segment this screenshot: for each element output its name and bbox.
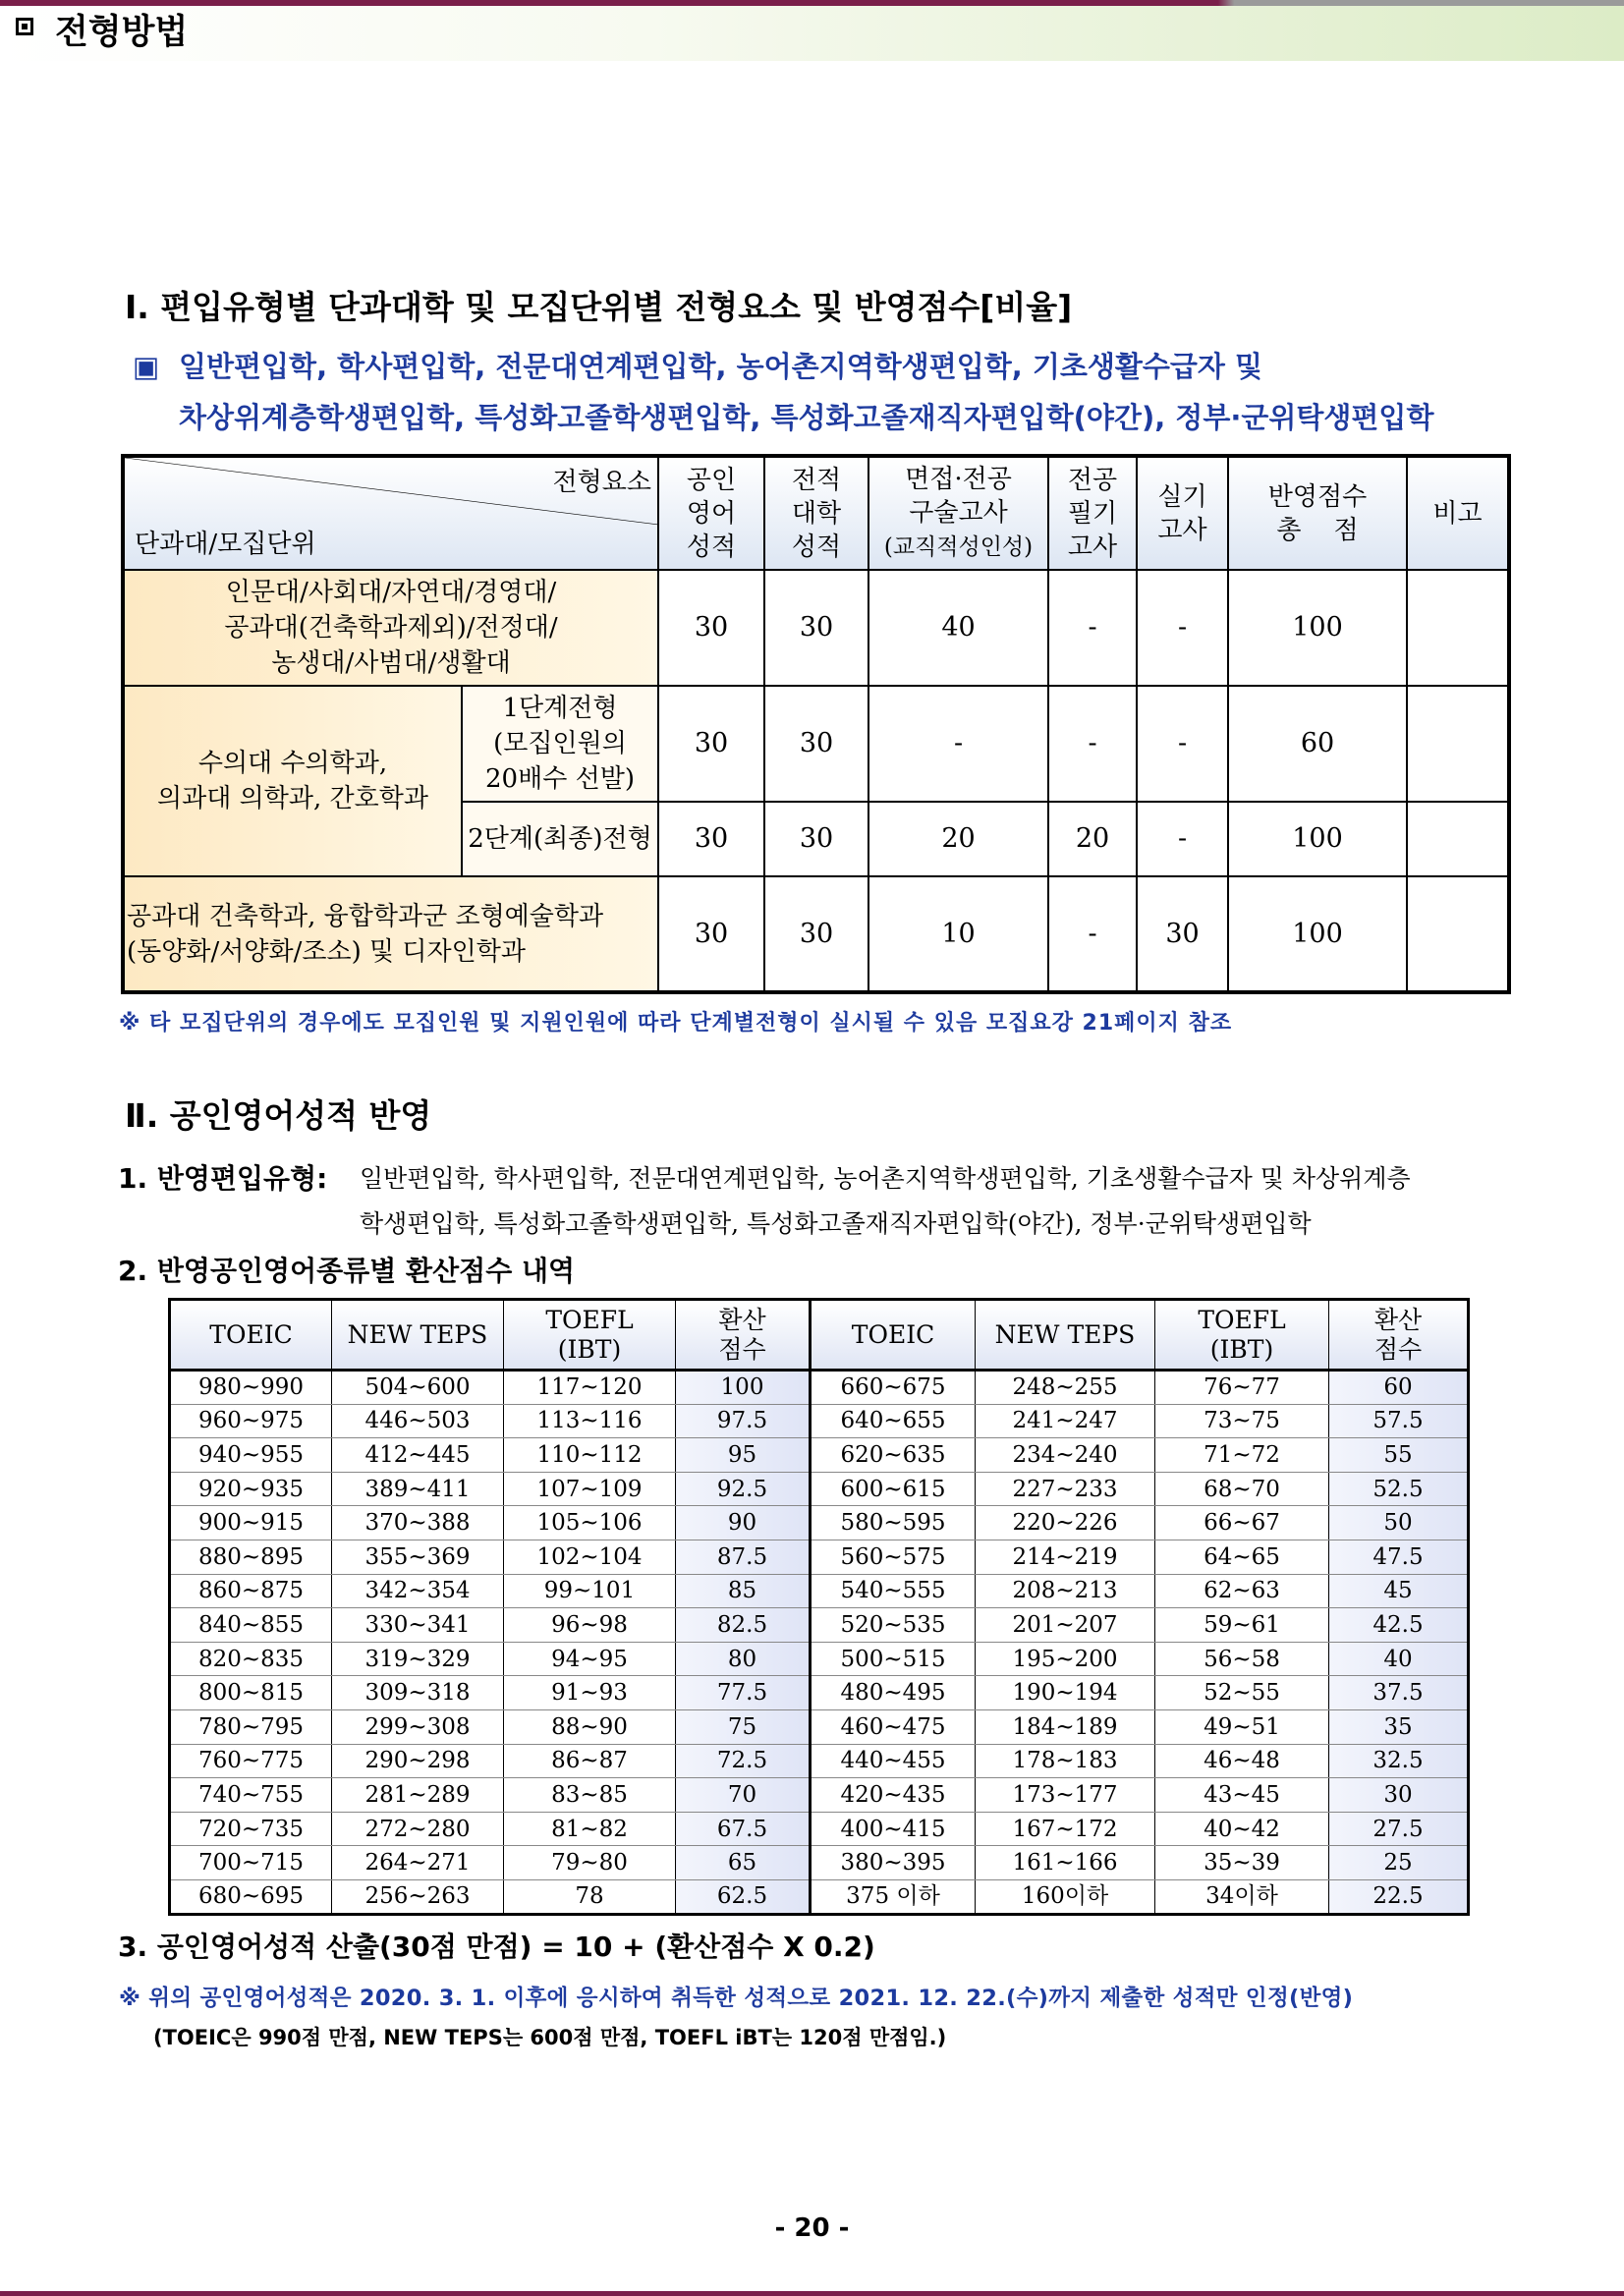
stage1-cell: 1단계전형 (모집인원의 20배수 선발) <box>462 686 658 802</box>
table-cell: 35~39 <box>1155 1846 1329 1880</box>
table-cell: 504~600 <box>332 1371 504 1405</box>
table-cell: 75 <box>676 1709 811 1744</box>
table-cell: 272~280 <box>332 1812 504 1846</box>
table-cell: 82.5 <box>676 1608 811 1643</box>
table-row <box>170 1608 1469 1643</box>
header-total-score: 반영점수 총 점 <box>1228 456 1407 570</box>
table-cell: 480~495 <box>811 1676 976 1710</box>
table-cell: 290~298 <box>332 1744 504 1778</box>
table-cell: 620~635 <box>811 1438 976 1473</box>
table-cell: 319~329 <box>332 1642 504 1676</box>
subtitle-line2: 차상위계층학생편입학, 특성화고졸학생편입학, 특성화고졸재직자편입학(야간), 정부·군위탁생편입학 <box>179 401 1434 434</box>
table-cell: 860~875 <box>170 1574 332 1608</box>
header-remarks: 비고 <box>1407 456 1509 570</box>
table-cell: 173~177 <box>976 1778 1155 1813</box>
table-cell: 160이하 <box>976 1879 1155 1914</box>
table-cell: 47.5 <box>1329 1540 1469 1574</box>
table-cell: 66~67 <box>1155 1506 1329 1540</box>
table-cell: 30 <box>764 802 868 876</box>
header-english-score: 공인 영어 성적 <box>658 456 764 570</box>
table-cell: 420~435 <box>811 1778 976 1813</box>
table-cell: 740~755 <box>170 1778 332 1813</box>
table-cell: 100 <box>676 1371 811 1405</box>
table-cell: 440~455 <box>811 1744 976 1778</box>
table-cell: 86~87 <box>504 1744 676 1778</box>
table-cell: 227~233 <box>976 1472 1155 1506</box>
table-cell: 30 <box>764 686 868 802</box>
table-cell: 208~213 <box>976 1574 1155 1608</box>
table-cell: 34이하 <box>1155 1879 1329 1914</box>
table-cell: 30 <box>658 802 764 876</box>
table-cell: 580~595 <box>811 1506 976 1540</box>
table-row <box>170 1472 1469 1506</box>
table-cell: 49~51 <box>1155 1709 1329 1744</box>
header-interview: 면접·전공 구술고사 (교직적성인성) <box>868 456 1048 570</box>
part2-heading: Ⅱ. 공인영어성적 반영 <box>125 1096 432 1135</box>
table-cell: 25 <box>1329 1846 1469 1880</box>
table-cell: 370~388 <box>332 1506 504 1540</box>
table-cell: 960~975 <box>170 1404 332 1438</box>
table-cell: 52~55 <box>1155 1676 1329 1710</box>
table-cell: 342~354 <box>332 1574 504 1608</box>
table-cell: 102~104 <box>504 1540 676 1574</box>
table-cell <box>1407 570 1509 686</box>
max-score-note: (TOEIC은 990점 만점, NEW TEPS는 600점 만점, TOEFL iBT는 120점 만점임.) <box>153 2026 947 2049</box>
table-cell: 780~795 <box>170 1709 332 1744</box>
table-cell: 30 <box>658 876 764 992</box>
table-cell: 900~915 <box>170 1506 332 1540</box>
table-row <box>170 1404 1469 1438</box>
subtitle-line1: 일반편입학, 학사편입학, 전문대연계편입학, 농어촌지역학생편입학, 기초생활수급자 및 <box>179 350 1263 383</box>
table-cell: 214~219 <box>976 1540 1155 1574</box>
table-cell: 600~615 <box>811 1472 976 1506</box>
table-cell: 56~58 <box>1155 1642 1329 1676</box>
table-cell: 117~120 <box>504 1371 676 1405</box>
table-cell: 400~415 <box>811 1812 976 1846</box>
table-cell: 71~72 <box>1155 1438 1329 1473</box>
table-cell: 640~655 <box>811 1404 976 1438</box>
unit-cell-medical: 수의대 수의학과, 의과대 의학과, 간호학과 <box>123 686 462 876</box>
page-number: - 20 - <box>774 2213 850 2243</box>
table-cell: 32.5 <box>1329 1744 1469 1778</box>
table-cell: 45 <box>1329 1574 1469 1608</box>
table-cell: 83~85 <box>504 1778 676 1813</box>
header-new-teps: NEW TEPS <box>976 1300 1155 1371</box>
table-cell: 60 <box>1329 1371 1469 1405</box>
item1-text-line2: 학생편입학, 특성화고졸학생편입학, 특성화고졸재직자편입학(야간), 정부·군위탁생편입학 <box>360 1209 1312 1238</box>
table-cell: 73~75 <box>1155 1404 1329 1438</box>
table-cell: 46~48 <box>1155 1744 1329 1778</box>
table-cell: 412~445 <box>332 1438 504 1473</box>
table-cell: 94~95 <box>504 1642 676 1676</box>
part1-heading: Ⅰ. 편입유형별 단과대학 및 모집단위별 전형요소 및 반영점수[비율] <box>125 288 1073 326</box>
table-cell: 65 <box>676 1846 811 1880</box>
table-row <box>170 1879 1469 1914</box>
table-row <box>170 1506 1469 1540</box>
header-converted: 환산 점수 <box>1329 1300 1469 1371</box>
table-cell: 59~61 <box>1155 1608 1329 1643</box>
header-practical-exam: 실기 고사 <box>1137 456 1228 570</box>
table-cell: 241~247 <box>976 1404 1155 1438</box>
table-cell <box>1407 802 1509 876</box>
section-title: 전형방법 <box>55 13 189 52</box>
table-row <box>170 1574 1469 1608</box>
item3-formula: 3. 공인영어성적 산출(30점 만점) = 10 + (환산점수 X 0.2) <box>118 1931 875 1963</box>
table-cell: 264~271 <box>332 1846 504 1880</box>
table-cell: 35 <box>1329 1709 1469 1744</box>
table-cell: 940~955 <box>170 1438 332 1473</box>
validity-note: ※ 위의 공인영어성적은 2020. 3. 1. 이후에 응시하여 취득한 성적으로 2021. 12. 22.(수)까지 제출한 성적만 인정(반영) <box>119 1986 1354 2011</box>
table-cell: 52.5 <box>1329 1472 1469 1506</box>
table-cell: 70 <box>676 1778 811 1813</box>
table-cell: 30 <box>658 686 764 802</box>
table-cell: 100 <box>1228 570 1407 686</box>
header-toeic: TOEIC <box>170 1300 332 1371</box>
table-row <box>170 1812 1469 1846</box>
table-cell: 55 <box>1329 1438 1469 1473</box>
table-cell: 99~101 <box>504 1574 676 1608</box>
item1-label: 1. 반영편입유형: <box>118 1162 328 1195</box>
table-cell: - <box>1048 570 1137 686</box>
table-cell: 30 <box>764 876 868 992</box>
table-cell: 30 <box>764 570 868 686</box>
square-bullet-icon <box>16 18 33 35</box>
header-toeic: TOEIC <box>811 1300 976 1371</box>
table-cell: 95 <box>676 1438 811 1473</box>
corner-bottom-label: 단과대/모집단위 <box>135 530 316 559</box>
table-row <box>170 1642 1469 1676</box>
header-new-teps: NEW TEPS <box>332 1300 504 1371</box>
table-cell: 57.5 <box>1329 1404 1469 1438</box>
table-row <box>170 1371 1469 1405</box>
table-cell: 40 <box>1329 1642 1469 1676</box>
table-row <box>170 1709 1469 1744</box>
table-cell: 920~935 <box>170 1472 332 1506</box>
table-cell: 248~255 <box>976 1371 1155 1405</box>
table-cell: 20 <box>868 802 1048 876</box>
corner-header-cell <box>123 456 658 570</box>
table-cell: 980~990 <box>170 1371 332 1405</box>
table-cell: 77.5 <box>676 1676 811 1710</box>
stage2-cell: 2단계(최종)전형 <box>462 802 658 876</box>
table-cell: 460~475 <box>811 1709 976 1744</box>
table-row <box>170 1676 1469 1710</box>
table-cell: 720~735 <box>170 1812 332 1846</box>
header-converted: 환산 점수 <box>676 1300 811 1371</box>
table-cell: 62.5 <box>676 1879 811 1914</box>
header-written-exam: 전공 필기 고사 <box>1048 456 1137 570</box>
table-cell: 355~369 <box>332 1540 504 1574</box>
table-cell: 800~815 <box>170 1676 332 1710</box>
table-cell: 167~172 <box>976 1812 1155 1846</box>
table-cell: 81~82 <box>504 1812 676 1846</box>
table-cell: 30 <box>658 570 764 686</box>
table-cell: - <box>1048 686 1137 802</box>
table-cell: - <box>1137 570 1228 686</box>
table-cell: 90 <box>676 1506 811 1540</box>
table-cell: 500~515 <box>811 1642 976 1676</box>
table-cell: 195~200 <box>976 1642 1155 1676</box>
table-cell: 113~116 <box>504 1404 676 1438</box>
table-cell: 10 <box>868 876 1048 992</box>
section-header-bar <box>0 0 1393 67</box>
table-cell: 50 <box>1329 1506 1469 1540</box>
table-cell: 37.5 <box>1329 1676 1469 1710</box>
table-cell: 110~112 <box>504 1438 676 1473</box>
table-cell: 330~341 <box>332 1608 504 1643</box>
table-cell: 660~675 <box>811 1371 976 1405</box>
header-prev-college-score: 전적 대학 성적 <box>764 456 868 570</box>
table-cell: 184~189 <box>976 1709 1155 1744</box>
table-cell: 68~70 <box>1155 1472 1329 1506</box>
table-cell: 62~63 <box>1155 1574 1329 1608</box>
table-cell: 97.5 <box>676 1404 811 1438</box>
admission-criteria-table <box>121 454 1511 994</box>
table-cell: 299~308 <box>332 1709 504 1744</box>
header-toefl: TOEFL (IBT) <box>504 1300 676 1371</box>
table-cell: 680~695 <box>170 1879 332 1914</box>
table-cell: 67.5 <box>676 1812 811 1846</box>
table-cell: 43~45 <box>1155 1778 1329 1813</box>
table-cell: 78 <box>504 1879 676 1914</box>
table-cell: 91~93 <box>504 1676 676 1710</box>
table-cell: - <box>1048 876 1137 992</box>
table-cell: 85 <box>676 1574 811 1608</box>
table-cell: 100 <box>1228 802 1407 876</box>
table-cell: 107~109 <box>504 1472 676 1506</box>
table-cell: 560~575 <box>811 1540 976 1574</box>
item2-label: 2. 반영공인영어종류별 환산점수 내역 <box>118 1255 576 1287</box>
table-cell: 190~194 <box>976 1676 1155 1710</box>
table-cell: 178~183 <box>976 1744 1155 1778</box>
table-cell: 389~411 <box>332 1472 504 1506</box>
header-toefl: TOEFL (IBT) <box>1155 1300 1329 1371</box>
item1-text-line1: 일반편입학, 학사편입학, 전문대연계편입학, 농어촌지역학생편입학, 기초생활수급자 및 차상위계층 <box>360 1164 1411 1193</box>
table-cell: 88~90 <box>504 1709 676 1744</box>
table-cell: 30 <box>1137 876 1228 992</box>
table-cell: 880~895 <box>170 1540 332 1574</box>
table-cell: 375 이하 <box>811 1879 976 1914</box>
table-cell: 30 <box>1329 1778 1469 1813</box>
table-cell: 840~855 <box>170 1608 332 1643</box>
table-row <box>170 1438 1469 1473</box>
table-cell: 20 <box>1048 802 1137 876</box>
table-cell: 72.5 <box>676 1744 811 1778</box>
table-cell: 40~42 <box>1155 1812 1329 1846</box>
table-cell: 820~835 <box>170 1642 332 1676</box>
table-cell: 700~715 <box>170 1846 332 1880</box>
table-cell <box>1407 876 1509 992</box>
table-cell: 40 <box>868 570 1048 686</box>
table-cell: 92.5 <box>676 1472 811 1506</box>
table-cell: - <box>1137 686 1228 802</box>
unit-cell-architecture: 공과대 건축학과, 융합학과군 조형예술학과 (동양화/서양화/조소) 및 디자인학과 <box>123 876 658 992</box>
table-cell: 234~240 <box>976 1438 1155 1473</box>
table-row <box>170 1540 1469 1574</box>
table-cell: 540~555 <box>811 1574 976 1608</box>
table-cell: 80 <box>676 1642 811 1676</box>
table-cell: 520~535 <box>811 1608 976 1643</box>
table-cell: 309~318 <box>332 1676 504 1710</box>
table-cell: 87.5 <box>676 1540 811 1574</box>
table-cell: 161~166 <box>976 1846 1155 1880</box>
table-cell: 446~503 <box>332 1404 504 1438</box>
table-cell: 105~106 <box>504 1506 676 1540</box>
table-cell: 79~80 <box>504 1846 676 1880</box>
table-cell: 22.5 <box>1329 1879 1469 1914</box>
corner-top-label: 전형요소 <box>552 468 651 497</box>
table-cell: 256~263 <box>332 1879 504 1914</box>
table-row <box>170 1846 1469 1880</box>
table-cell <box>1407 686 1509 802</box>
table-cell: 220~226 <box>976 1506 1155 1540</box>
unit-cell-general: 인문대/사회대/자연대/경영대/ 공과대(건축학과제외)/전정대/ 농생대/사범대/생활대 <box>123 570 658 686</box>
score-conversion-table <box>168 1298 1470 1916</box>
table-cell: - <box>1137 802 1228 876</box>
table-row <box>170 1778 1469 1813</box>
stage-note: ※ 타 모집단위의 경우에도 모집인원 및 지원인원에 따라 단계별전형이 실시될 수 있음 모집요강 21페이지 참조 <box>119 1011 1233 1036</box>
table-row <box>170 1744 1469 1778</box>
table-cell: 60 <box>1228 686 1407 802</box>
table-cell: 42.5 <box>1329 1608 1469 1643</box>
table-cell: 96~98 <box>504 1608 676 1643</box>
table-cell: 201~207 <box>976 1608 1155 1643</box>
table-cell: 380~395 <box>811 1846 976 1880</box>
subtitle-marker: ▣ <box>133 350 160 383</box>
table-cell: 760~775 <box>170 1744 332 1778</box>
table-cell: 27.5 <box>1329 1812 1469 1846</box>
table-cell: 64~65 <box>1155 1540 1329 1574</box>
table-cell: 100 <box>1228 876 1407 992</box>
table-cell: 281~289 <box>332 1778 504 1813</box>
table-cell: 76~77 <box>1155 1371 1329 1405</box>
table-cell: - <box>868 686 1048 802</box>
